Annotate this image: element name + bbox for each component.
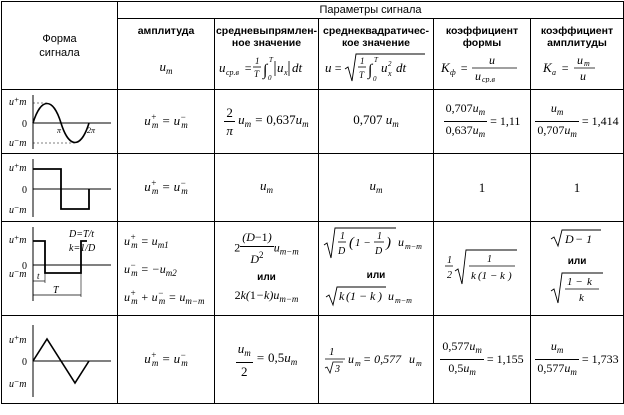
triangle-form-factor-result: = 1,155 bbox=[486, 352, 524, 366]
svg-text:): ) bbox=[508, 269, 512, 282]
pulse-rectified-mean bbox=[215, 222, 319, 316]
svg-text:1: 1 bbox=[487, 253, 492, 265]
svg-text:= 0,577: = 0,577 bbox=[363, 351, 402, 366]
pulse-rectified-mean-or: или bbox=[257, 272, 276, 283]
pulse-rms-formula2 bbox=[324, 285, 428, 307]
svg-text:K: K bbox=[441, 60, 450, 75]
svg-text:ф: ф bbox=[450, 68, 456, 77]
crest-factor-title: коэффициент амплитуды bbox=[540, 25, 614, 49]
svg-text:∫: ∫ bbox=[368, 62, 373, 79]
svg-text:∫: ∫ bbox=[262, 62, 267, 79]
svg-text:u: u bbox=[348, 351, 354, 366]
triangle-crest-factor-result: = 1,733 bbox=[581, 352, 619, 366]
sine-pi-label: π bbox=[56, 125, 61, 135]
svg-text:2: 2 bbox=[447, 269, 452, 281]
svg-text:m: m bbox=[584, 59, 590, 68]
square-um-plus-label: u⁺m bbox=[8, 162, 26, 174]
signal-parameters-table bbox=[1, 1, 624, 404]
svg-text:a: a bbox=[552, 68, 557, 77]
pulse-waveform-cell bbox=[2, 222, 118, 316]
svg-text:D: D bbox=[565, 232, 574, 246]
rms-title: среднеквадратичес-кое значение bbox=[323, 25, 429, 49]
svg-text:u: u bbox=[381, 60, 388, 75]
sine-waveform-cell bbox=[2, 90, 118, 154]
pulse-rectified-mean-formula1: 2 $\frac{(D-1)}{D^2}$ $u_{m-m}$ bbox=[234, 230, 299, 266]
pulse-um-plus-label: u⁺m bbox=[8, 234, 26, 246]
sine-um-plus-label: u⁺m bbox=[8, 96, 26, 108]
svg-text:=: = bbox=[334, 61, 343, 75]
svg-text:k: k bbox=[587, 276, 592, 288]
svg-text:u: u bbox=[398, 235, 404, 249]
svg-text:k: k bbox=[579, 292, 584, 304]
pulse-rms-formula1 bbox=[322, 225, 430, 261]
triangle-rms bbox=[319, 316, 434, 404]
svg-text:1: 1 bbox=[340, 231, 345, 242]
form-column-header bbox=[2, 2, 118, 90]
svg-text:T: T bbox=[359, 70, 365, 80]
pulse-um-minus-label: u⁻m bbox=[8, 268, 26, 280]
pulse-crest-factor bbox=[531, 222, 624, 316]
crest-factor-formula bbox=[531, 53, 623, 87]
rectified-mean-formula bbox=[215, 53, 318, 87]
pulse-form-factor bbox=[434, 222, 531, 316]
svg-text:(1 −: (1 − bbox=[346, 289, 368, 303]
svg-text:1 −: 1 − bbox=[567, 276, 583, 288]
svg-text:1: 1 bbox=[254, 56, 259, 66]
svg-text:=: = bbox=[460, 61, 469, 75]
pulse-t-label: t bbox=[36, 270, 40, 281]
square-crest-factor: 1 bbox=[531, 154, 624, 222]
triangle-zero-label: 0 bbox=[21, 356, 27, 368]
pulse-D-label: D=T/t bbox=[68, 228, 94, 240]
svg-text:m: m bbox=[416, 358, 422, 368]
svg-text:u: u bbox=[388, 289, 394, 303]
svg-text:u: u bbox=[580, 69, 587, 83]
svg-text:− 1: − 1 bbox=[575, 232, 593, 246]
pulse-zero-label: 0 bbox=[21, 260, 27, 272]
square-rectified-mean: $u_m$ bbox=[215, 154, 319, 222]
svg-text:u: u bbox=[489, 53, 495, 67]
svg-text:ср.в: ср.в bbox=[225, 68, 239, 77]
form-factor-formula-svg bbox=[437, 53, 527, 83]
svg-text:k: k bbox=[500, 269, 505, 282]
rms-header bbox=[319, 19, 434, 90]
pulse-crest-factor-or: или bbox=[567, 256, 587, 267]
form-factor-title: коэффициент формы bbox=[445, 25, 519, 49]
svg-text:D: D bbox=[375, 246, 383, 257]
svg-text:0: 0 bbox=[267, 74, 271, 82]
svg-text:1 −: 1 − bbox=[355, 237, 371, 249]
pulse-amplitude bbox=[118, 222, 215, 316]
sine-amplitude: $u^+_m = u^-_m$ bbox=[118, 90, 215, 154]
sine-waveform-plot bbox=[3, 91, 117, 153]
triangle-amplitude: $u^+_m = u^-_m$ bbox=[118, 316, 215, 404]
svg-text:m−m: m−m bbox=[405, 242, 422, 251]
svg-text:x: x bbox=[283, 68, 288, 77]
svg-text:u: u bbox=[218, 60, 225, 75]
signal-parameters-table-container bbox=[1, 1, 623, 413]
form-factor-header bbox=[434, 19, 531, 90]
square-waveform-cell bbox=[2, 154, 118, 222]
sine-zero-label: 0 bbox=[21, 118, 27, 130]
crest-factor-formula-svg bbox=[537, 53, 617, 83]
svg-text:0: 0 bbox=[373, 75, 377, 83]
square-waveform-plot bbox=[3, 155, 117, 221]
svg-text:1: 1 bbox=[377, 231, 382, 242]
svg-text:T: T bbox=[268, 56, 273, 64]
rectified-mean-title: средневыпрямлен-ное значение bbox=[215, 25, 318, 49]
square-rms: $u_m$ bbox=[319, 154, 434, 222]
pulse-crest-factor-formula1 bbox=[547, 228, 607, 248]
svg-text:1: 1 bbox=[447, 254, 452, 266]
rms-formula bbox=[319, 51, 433, 89]
svg-text:=: = bbox=[243, 61, 252, 75]
svg-text:1: 1 bbox=[360, 56, 365, 66]
svg-text:1: 1 bbox=[329, 345, 335, 358]
svg-text:): ) bbox=[386, 235, 391, 251]
svg-text:=: = bbox=[561, 61, 570, 75]
amplitude-title: амплитуда bbox=[137, 25, 195, 37]
svg-text:3: 3 bbox=[335, 363, 340, 375]
svg-text:x: x bbox=[388, 69, 392, 78]
sine-rectified-mean: $\frac{2}{\pi}$ $u_m = 0,637u_m$ bbox=[215, 90, 319, 154]
sine-form-factor: $\frac{0,707u_m}{0,637u_m}$ = 1,11 bbox=[434, 90, 531, 154]
pulse-rectified-mean-formula2: $2k(1-k)u_{m-m}$ bbox=[234, 288, 299, 304]
pulse-form-factor-formula bbox=[437, 247, 527, 287]
sine-crest-factor-result: = 1,414 bbox=[581, 114, 619, 128]
triangle-waveform-cell bbox=[2, 316, 118, 404]
svg-text:dt: dt bbox=[396, 60, 407, 75]
rectified-mean-formula-svg bbox=[217, 53, 317, 83]
sine-crest-factor: $\frac{u_m}{0,707u_m}$ = 1,414 bbox=[531, 90, 624, 154]
svg-text:m−m: m−m bbox=[395, 296, 412, 305]
svg-text:D: D bbox=[338, 246, 346, 257]
square-amplitude: $u^+_m = u^-_m$ bbox=[118, 154, 215, 222]
svg-text:k: k bbox=[471, 269, 476, 282]
svg-text:u: u bbox=[276, 60, 283, 75]
svg-text:T: T bbox=[253, 69, 259, 79]
pulse-waveform-plot bbox=[3, 223, 117, 315]
pulse-T-label: T bbox=[52, 284, 59, 296]
pulse-amplitude-line2: $u^-_m = -u_{m2}$ bbox=[124, 259, 177, 278]
amplitude-header bbox=[118, 19, 215, 90]
sine-um-minus-label: u⁻m bbox=[8, 137, 26, 149]
svg-text:dt: dt bbox=[291, 60, 302, 75]
square-zero-label: 0 bbox=[21, 184, 27, 196]
pulse-rms-or: или bbox=[366, 270, 386, 281]
triangle-form-factor: $\frac{0,577u_m}{0,5u_m}$ = 1,155 bbox=[434, 316, 531, 404]
svg-text:(: ( bbox=[349, 235, 354, 251]
svg-text:K: K bbox=[543, 60, 552, 75]
square-form-factor: 1 bbox=[434, 154, 531, 222]
triangle-um-minus-label: u⁻m bbox=[8, 378, 26, 390]
triangle-rectified-mean: $\frac{u_m}{2}$ = $0,5u_m$ bbox=[215, 316, 319, 404]
form-column-header-text: Форма сигнала bbox=[39, 32, 80, 59]
svg-text:u: u bbox=[409, 351, 415, 366]
pulse-amplitude-line1: $u^+_m = u_{m1}$ bbox=[124, 231, 169, 250]
svg-text:k: k bbox=[339, 289, 345, 303]
svg-text:ср.в: ср.в bbox=[482, 75, 496, 83]
sine-2pi-label: 2π bbox=[86, 125, 95, 135]
svg-text:u: u bbox=[475, 69, 481, 83]
pulse-rms bbox=[319, 222, 434, 316]
square-um-minus-label: u⁻m bbox=[8, 204, 26, 216]
svg-text:m: m bbox=[355, 358, 361, 368]
svg-text:): ) bbox=[378, 289, 382, 303]
pulse-crest-factor-formula2 bbox=[547, 271, 607, 305]
triangle-crest-factor: $\frac{u_m}{0,577u_m}$ = 1,733 bbox=[531, 316, 624, 404]
rectified-mean-header bbox=[215, 19, 319, 90]
svg-text:u: u bbox=[325, 60, 332, 75]
triangle-waveform-plot bbox=[3, 317, 117, 403]
triangle-um-plus-label: u⁺m bbox=[8, 334, 26, 346]
svg-text:T: T bbox=[374, 56, 378, 64]
svg-text:k: k bbox=[370, 289, 376, 303]
svg-text:(1 −: (1 − bbox=[478, 269, 498, 282]
rms-formula-svg bbox=[321, 51, 431, 85]
sine-form-factor-result: = 1,11 bbox=[490, 114, 521, 128]
crest-factor-header bbox=[531, 19, 624, 90]
pulse-k-label: k=1/D bbox=[68, 242, 95, 254]
svg-text:u: u bbox=[577, 53, 584, 67]
svg-text:2: 2 bbox=[388, 60, 392, 68]
form-factor-formula bbox=[434, 53, 530, 87]
triangle-rms-formula bbox=[323, 341, 429, 375]
pulse-amplitude-line3: $u^+_m + u^-_m = u_{m-m}$ bbox=[124, 287, 205, 306]
amplitude-formula: $u_m$ bbox=[159, 59, 173, 76]
parameters-group-header: Параметры сигнала bbox=[118, 2, 624, 19]
sine-rms: 0,707 $u_m$ bbox=[319, 90, 434, 154]
